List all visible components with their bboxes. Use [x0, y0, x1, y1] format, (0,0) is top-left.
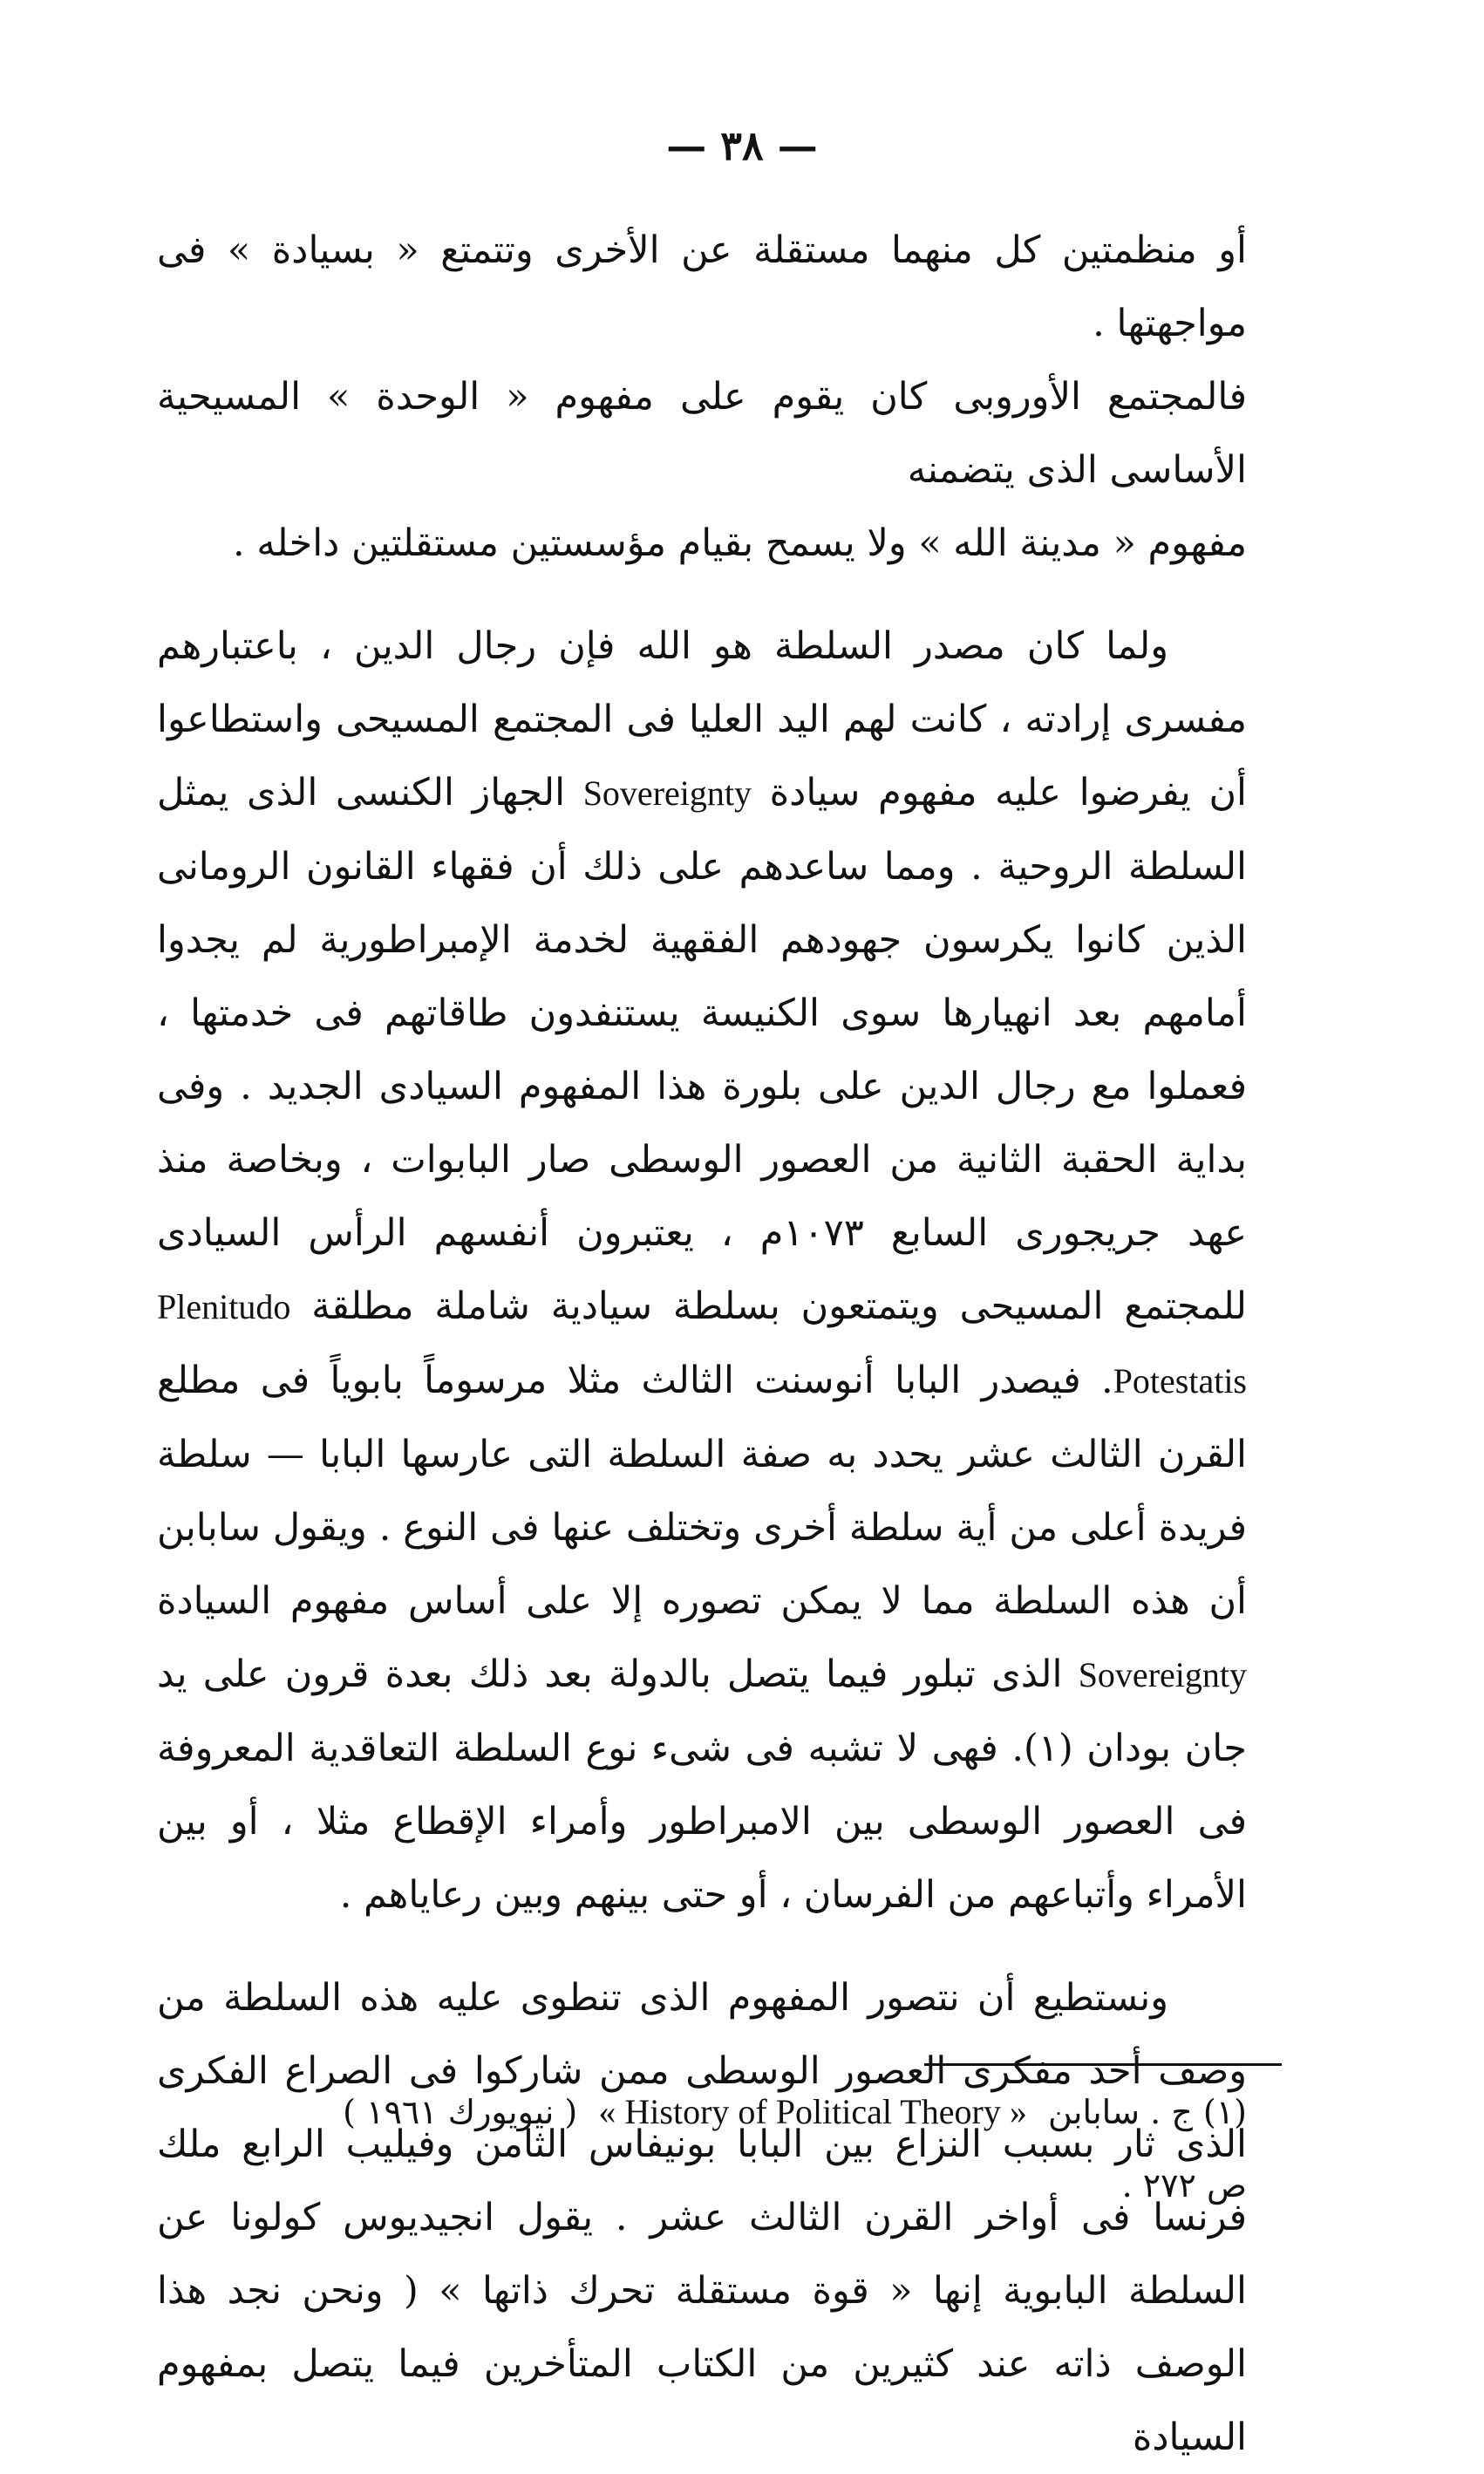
paragraph-2-text-end: الذى تبلور فيما يتصل بالدولة بعد ذلك بعدة قرون على يد جان بودان (١). فهى لا تشبه فى شىء نوع السلطة التعاقدية المعروفة فى العصور الوسطى بين الامبراطور وأمراء الإقطاع مثلا ، أو بين الأمراء وأتباعهم من الفرسان ، أو حتى بينهم وبين رعاياهم .	[157, 1653, 1247, 1917]
latin-term-sovereignty-2: Sovereignty	[1078, 1655, 1247, 1694]
paragraph-1-line-2: فالمجتمع الأوروبى كان يقوم على مفهوم « الوحدة » المسيحية الأساسى الذى يتضمنه	[157, 375, 1247, 492]
paragraph-2-text-after: . فيصدر البابا أنوسنت الثالث مثلا مرسوماً بابوياً فى مطلع القرن الثالث عشر يحدد به صفة السلطة التى عارسها البابا — سلطة فريدة أعلى من أية سلطة أخرى وتختلف عنها فى النوع . ويقول سابابن أن هذه السلطة مما لا يمكن تصوره إلا على أساس مفهوم السيادة	[157, 1359, 1247, 1623]
footnote-ref: (١) ج . سابابن	[1048, 2093, 1247, 2131]
latin-term-sovereignty: Sovereignty	[582, 774, 752, 813]
paragraph-2-text-before: ولما كان مصدر السلطة هو الله فإن رجال الدين ، باعتبارهم مفسرى إرادته ، كانت لهم اليد العليا فى المجتمع المسيحى واستطاعوا أن يفرضوا عليه مفهوم سيادة	[157, 624, 1248, 814]
paragraph-1-line-3: مفهوم « مدينة الله » ولا يسمح بقيام مؤسستين مستقلتين داخله .	[233, 521, 1247, 565]
paragraph-2-text-middle: الجهاز الكنسى الذى يمثل السلطة الروحية . ومما ساعدهم على ذلك أن فقهاء القانون الرومانى الذين كانوا يكرسون جهودهم الفقهية لخدمة الإمبراطورية لم يجدوا أمامهم بعد انهيارها سوى الكنيسة يستنفدون طاقاتهم فى خدمتها ، فعملوا مع رجال الدين على بلورة هذا المفهوم السيادى الجديد . وفى بداية الحقبة الثانية من العصور الوسطى صار البابوات ، وبخاصة منذ عهد جريجورى السابع ١٠٧٣م ، يعتبرون أنفسهم الرأس السيادى للمجتمع المسيحى ويتمتعون بسلطة سيادية شاملة مطلقة	[157, 771, 1248, 1328]
paragraph-2	[157, 610, 1247, 1932]
footnote-divider	[924, 2063, 1282, 2066]
paragraph-1-line-1: أو منظمتين كل منهما مستقلة عن الأخرى وتتمتع « بسيادة » فى مواجهتها .	[157, 228, 1247, 345]
latin-term-plenitudo: Plenitudo Potestatis	[157, 1287, 1247, 1401]
footnote-page: ص ٢٧٢ .	[1121, 2166, 1247, 2205]
footnote-line-1	[157, 2075, 1247, 2149]
footnote-book-title: « History of Political Theory »	[598, 2092, 1027, 2131]
footnote-place: ( نيويورك ١٩٦١ )	[343, 2093, 578, 2131]
page-number: — ٣٨ —	[666, 122, 818, 169]
paragraph-3: ونستطيع أن نتصور المفهوم الذى تنطوى عليه هذه السلطة من وصف أحد مفكرى العصور الوسطى ممن شاركوا فى الصراع الفكرى الذى ثار بسبب النزاع بين البابا بونيفاس الثامن وفيليب الرابع ملك فرنسا فى أواخر القرن الثالث عشر . يقول انجيديوس كولونا عن السلطة البابوية إنها « قوة مستقلة تحرك ذاتها » ( ونحن نجد هذا الوصف ذاته عند كثيرين من الكتاب المتأخرين فيما يتصل بمفهوم السيادة	[157, 1976, 1247, 2459]
footnote	[157, 2075, 1247, 2222]
